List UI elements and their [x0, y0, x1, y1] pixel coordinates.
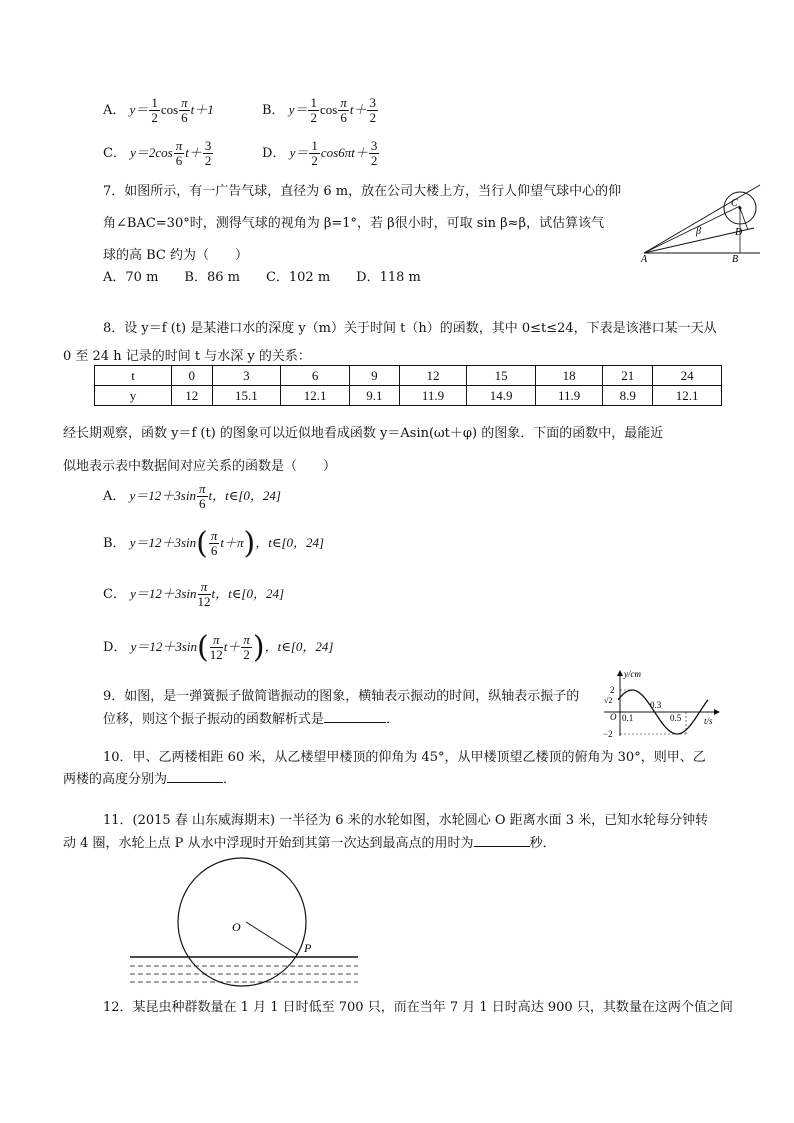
label-a: A [641, 254, 648, 264]
answer-blank [474, 836, 530, 847]
q6-option-d: D． y＝ $\frac{1}{2}$ cos6πt＋ $\frac{3}{2}$ [262, 138, 378, 168]
table-cell: 12 [399, 366, 466, 386]
table-row-y [95, 386, 722, 406]
table-cell: 15.1 [212, 386, 281, 406]
answer-blank [324, 712, 386, 723]
q8-line-3: 经长期观察，函数 y＝f (t) 的图象可以近似地看成函数 y＝Asin(ωt＋φ) 的图象．下面的函数中，最能近 [63, 426, 664, 441]
q8-line-4: 似地表示表中数据间对应关系的函数是（ ） [63, 459, 337, 474]
radius-op [246, 922, 298, 955]
depth-table [94, 365, 722, 406]
table-header-y: y [95, 386, 172, 406]
label-b: B [732, 254, 739, 264]
table-cell: 0 [172, 366, 213, 386]
table-cell: 12.1 [281, 386, 350, 406]
label-p: P [304, 941, 312, 955]
q9-line-1: 9．如图，是一弹簧振子做简谐振动的图象，横轴表示振动的时间，纵轴表示振子的 [103, 689, 580, 704]
q11-line-2: 动 4 圈，水轮上点 P 从水中浮现时开始到其第一次达到最高点的用时为 秒． [63, 836, 556, 851]
table-row-t [95, 366, 722, 386]
waterwheel-figure [128, 856, 362, 990]
tick-neg2: −2 [603, 729, 613, 738]
table-cell: 12 [172, 386, 213, 406]
table-cell: 8.9 [603, 386, 653, 406]
q8-line-2: 0 至 24 h 记录的时间 t 与水深 y 的关系： [63, 349, 311, 364]
tick-sqrt2: √2 [604, 696, 613, 705]
table-cell: 21 [603, 366, 653, 386]
sight-line [644, 206, 740, 253]
q10-line-2: 两楼的高度分别为 ． [63, 772, 237, 787]
q6-option-a: A． y＝ $\frac{1}{2}$ cos $\frac{\pi}{6}$ t＋1 [103, 95, 214, 125]
q6-option-b: B． y＝ $\frac{1}{2}$ cos $\frac{\pi}{6}$ t＋ $\frac{3}{2}$ [262, 95, 376, 125]
q11-line-1: 11．(2015 春 山东威海期末) 一半径为 6 米的水轮如图，水轮圆心 O 距离水面 3 米，已知水轮每分钟转 [103, 813, 709, 828]
x-axis-label: t/s [704, 716, 713, 726]
q8-option-d: D． y＝12＋3sin( $\frac{\pi}{12}$ t＋ $\frac{\pi}{2}$ )，t∈[0，24] [103, 630, 334, 665]
oscillation-figure [596, 668, 726, 738]
label-beta: β [696, 226, 701, 237]
tick-03: 0.3 [650, 700, 662, 710]
table-cell: 14.9 [467, 386, 536, 406]
table-header-t: t [95, 366, 172, 386]
q6-option-c: C． y＝2cos $\frac{\pi}{6}$ t＋ $\frac{3}{2}$ [103, 138, 212, 168]
label-c: C [731, 198, 738, 209]
table-cell: 11.9 [399, 386, 466, 406]
table-cell: 12.1 [653, 386, 722, 406]
table-cell: 9.1 [349, 386, 399, 406]
table-cell: 15 [467, 366, 536, 386]
q12-line-1: 12．某昆虫种群数量在 1 月 1 日时低至 700 只，而在当年 7 月 1 日时高达 900 只，其数量在这两个值之间 [103, 1000, 733, 1015]
q9-line-2: 位移，则这个振子振动的函数解析式是 ． [103, 712, 400, 727]
label-o: O [232, 920, 241, 934]
table-cell: 3 [212, 366, 281, 386]
q7-line-2: 角∠BAC=30°时，测得气球的视角为 β=1°，若 β很小时，可取 sin β≈β，试估算该气 [103, 216, 605, 231]
tick-2: 2 [610, 685, 615, 695]
q7-line-3: 球的高 BC 约为（ ） [103, 248, 249, 263]
table-cell: 11.9 [535, 386, 602, 406]
q8-line-1: 8．设 y＝f (t) 是某港口水的深度 y（m）关于时间 t（h）的函数，其中 0≤t≤24，下表是该港口某一天从 [103, 321, 717, 336]
tick-01: 0.1 [622, 713, 634, 723]
q10-line-1: 10．甲、乙两楼相距 60 米，从乙楼望甲楼顶的仰角为 45°，从甲楼顶望乙楼顶的俯角为 30°，则甲、乙 [103, 750, 706, 765]
center-dot [739, 207, 742, 210]
tangent-upper [644, 185, 760, 253]
wheel-circle [178, 858, 306, 986]
q8-option-c: C． y＝12＋3sin $\frac{\pi}{12}$ t，t∈[0，24] [103, 579, 285, 609]
balloon-figure [636, 182, 762, 264]
tick-05: 0.5 [670, 713, 682, 723]
answer-blank [167, 772, 223, 783]
label-d: D [735, 227, 743, 238]
q8-option-b: B． y＝12＋3sin( $\frac{\pi}{6}$ t＋π)，t∈[0，24] [103, 526, 325, 561]
table-cell: 18 [535, 366, 602, 386]
q7-line-1: 7．如图所示，有一广告气球，直径为 6 m，放在公司大楼上方，当行人仰望气球中心的仰 [103, 184, 622, 199]
table-cell: 9 [349, 366, 399, 386]
y-axis-label: y/cm [624, 669, 641, 679]
table-cell: 24 [653, 366, 722, 386]
q8-option-a: A． y＝12＋3sin $\frac{\pi}{6}$ t，t∈[0，24] [103, 481, 281, 511]
table-cell: 6 [281, 366, 350, 386]
origin-label: O [610, 712, 617, 722]
q7-options: A．70 m B．86 m C．102 m D．118 m [103, 270, 421, 285]
